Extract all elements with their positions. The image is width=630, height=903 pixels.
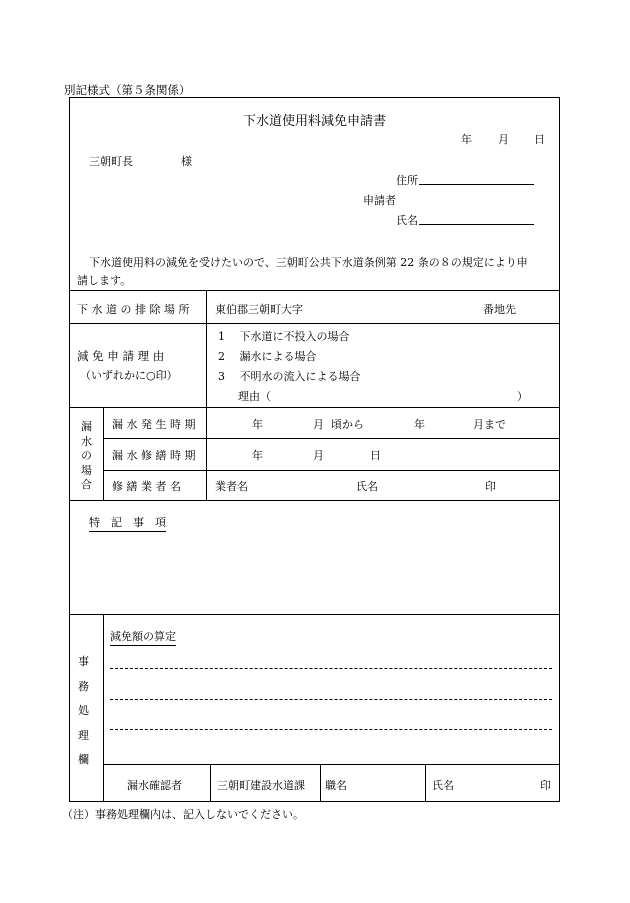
reason-number: 1 bbox=[218, 330, 225, 343]
address-field[interactable] bbox=[419, 184, 534, 185]
lot-suffix: 番地先 bbox=[483, 303, 516, 316]
calc-label: 減免額の算定 bbox=[110, 628, 176, 646]
leak-start-year: 年 bbox=[252, 418, 263, 431]
form-style-note: 別記様式（第５条関係） bbox=[64, 83, 191, 97]
reason-text: 漏水による場合 bbox=[239, 350, 317, 363]
reason-sub-label: （いずれかに○印） bbox=[80, 369, 178, 382]
calc-line-3 bbox=[110, 729, 552, 730]
repair-month: 月 bbox=[313, 449, 324, 462]
discharge-place-value[interactable]: 東伯郡三朝町大字 bbox=[215, 303, 303, 316]
date-year-label: 年 bbox=[461, 133, 472, 146]
calc-line-2 bbox=[110, 699, 552, 700]
repair-time-label: 漏 水 修 繕 時 期 bbox=[112, 449, 196, 462]
leak-from-label: 頃から bbox=[331, 418, 364, 431]
reason-option-2[interactable] bbox=[218, 348, 317, 364]
reason-number: 3 bbox=[218, 370, 225, 383]
statement-text: 下水道使用料の減免を受けたいので、三朝町公共下水道条例第 22 条の８の規定により申 bbox=[89, 256, 528, 269]
leak-group-label: 漏 水 の 場 合 bbox=[81, 420, 92, 491]
repair-day: 日 bbox=[370, 449, 381, 462]
date-day-label: 日 bbox=[534, 133, 545, 146]
office-name-label: 氏名 bbox=[432, 779, 454, 792]
reason-text: 下水道に不投入の場合 bbox=[239, 330, 350, 343]
reason-text: 不明水の流入による場合 bbox=[239, 370, 361, 383]
repairer-name-label: 氏名 bbox=[356, 480, 378, 493]
honorific: 様 bbox=[181, 155, 192, 168]
discharge-place-label: 下 水 道 の 排 除 場 所 bbox=[77, 303, 190, 316]
statement-text-cont: 請します。 bbox=[77, 274, 132, 287]
repairer-label: 修 繕 業 者 名 bbox=[112, 480, 181, 493]
reason-other-close: ） bbox=[517, 390, 528, 403]
repairer-company-label: 業者名 bbox=[215, 480, 248, 493]
confirmer-label: 漏水確認者 bbox=[127, 779, 182, 792]
reason-label: 減 免 申 請 理 由 bbox=[77, 349, 165, 363]
reason-option-3[interactable] bbox=[218, 368, 361, 384]
remarks-label: 特 記 事 項 bbox=[89, 514, 166, 532]
reason-other-label: 理由（ bbox=[238, 390, 271, 403]
form-title: 下水道使用料減免申請書 bbox=[243, 114, 387, 129]
date-month-label: 月 bbox=[498, 133, 509, 146]
leak-end-year: 年 bbox=[414, 418, 425, 431]
leak-time-label: 漏 水 発 生 時 期 bbox=[112, 418, 196, 431]
name-label: 氏名 bbox=[396, 214, 418, 227]
address-label: 住所 bbox=[396, 174, 418, 187]
leak-start-month: 月 bbox=[313, 418, 324, 431]
office-use-label: 事 務 処 理 欄 bbox=[78, 655, 89, 766]
reason-number: 2 bbox=[218, 350, 225, 363]
department-label: 三朝町建設水道課 bbox=[217, 779, 305, 792]
calc-line-1 bbox=[110, 668, 552, 669]
footnote: （注）事務処理欄内は、記入しないでください。 bbox=[62, 808, 304, 821]
remarks-area[interactable] bbox=[106, 536, 552, 606]
title-label: 職名 bbox=[325, 779, 347, 792]
office-seal: 印 bbox=[540, 779, 551, 792]
addressee: 三朝町長 bbox=[89, 155, 133, 168]
repair-year: 年 bbox=[252, 449, 263, 462]
reason-option-1[interactable] bbox=[218, 328, 350, 344]
repairer-seal: 印 bbox=[485, 480, 496, 493]
leak-end-month: 月まで bbox=[473, 418, 506, 431]
name-field[interactable] bbox=[419, 224, 534, 225]
applicant-label: 申請者 bbox=[363, 194, 396, 207]
